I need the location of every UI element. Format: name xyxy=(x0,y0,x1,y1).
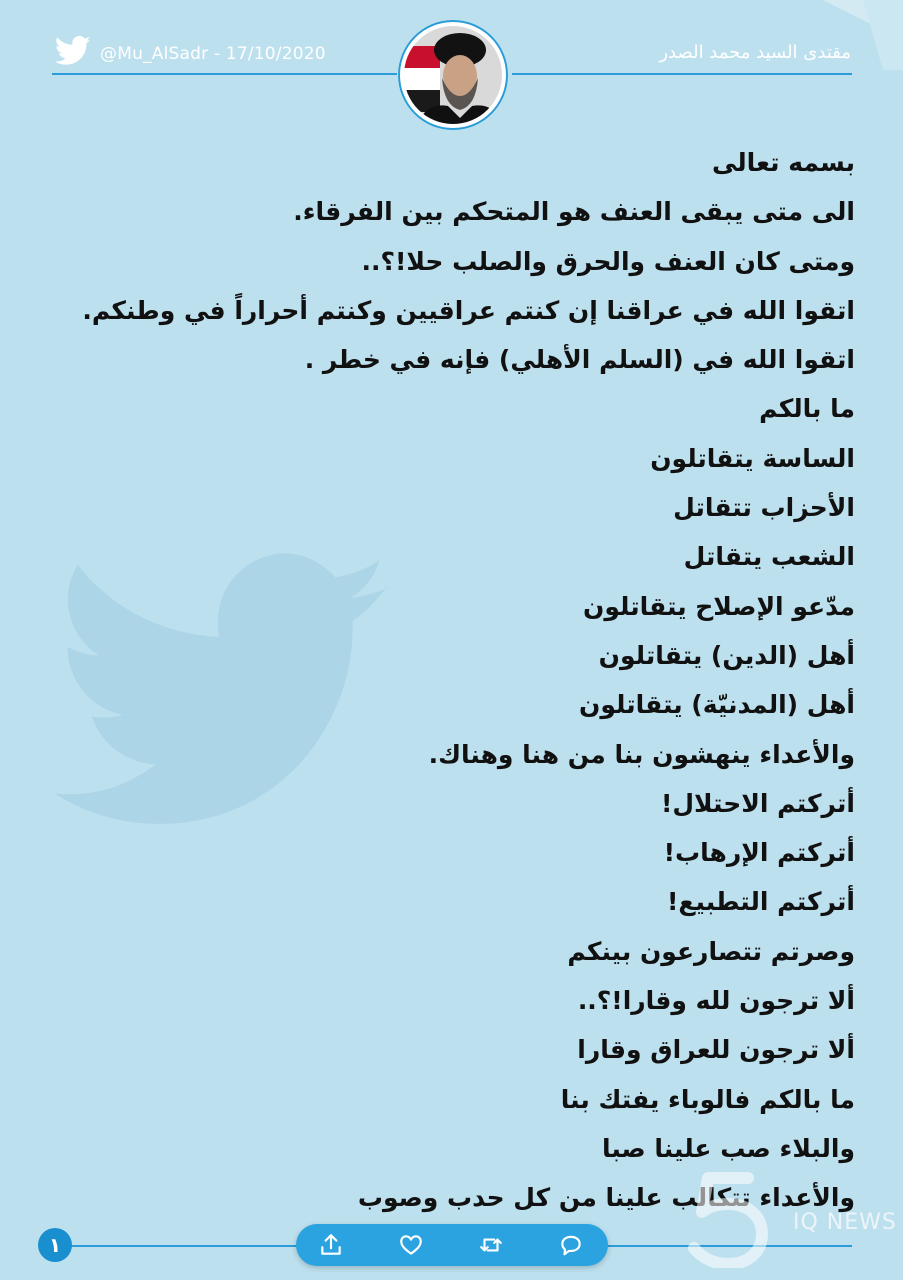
header-divider-right xyxy=(512,73,852,75)
like-heart-icon[interactable] xyxy=(398,1232,424,1258)
iq-news-logo-icon xyxy=(678,1168,788,1268)
tweet-line: والأعداء ينهشون بنا من هنا وهناك. xyxy=(428,739,855,769)
twitter-bird-icon xyxy=(55,36,91,66)
tweet-line: الى متى يبقى العنف هو المتحكم بين الفرقاء. xyxy=(293,197,855,227)
tweet-line: ومتى كان العنف والحرق والصلب حلا!؟.. xyxy=(361,246,855,276)
tweet-line: ما بالكم فالوباء يفتك بنا xyxy=(560,1084,855,1114)
user-handle-date[interactable]: @Mu_AlSadr - 17/10/2020 xyxy=(100,44,326,64)
tweet-actions-bar xyxy=(296,1224,608,1266)
tweet-line: ألا ترجون للعراق وقارا xyxy=(577,1035,855,1065)
tweet-line: وصرتم تتصارعون بينكم xyxy=(567,936,855,966)
avatar[interactable] xyxy=(398,20,508,130)
tweet-line: أتركتم التطبيع! xyxy=(667,887,855,917)
tweet-line: ما بالكم xyxy=(759,394,855,424)
reply-icon[interactable] xyxy=(558,1232,584,1258)
tweet-line: الساسة يتقاتلون xyxy=(650,443,855,473)
author-name[interactable]: مقتدى السيد محمد الصدر xyxy=(659,42,851,63)
watermark-text: IQ NEWS xyxy=(793,1210,897,1235)
retweet-icon[interactable] xyxy=(478,1232,504,1258)
tweet-line: أتركتم الإرهاب! xyxy=(663,838,855,868)
tweet-line: أهل (المدنيّة) يتقاتلون xyxy=(579,690,855,720)
tweet-line: والأعداء تتكالب علينا من كل حدب وصوب xyxy=(357,1183,855,1213)
tweet-line: الأحزاب تتقاتل xyxy=(673,493,855,523)
tweet-body xyxy=(55,138,855,1223)
tweet-line: بسمه تعالى xyxy=(711,148,855,177)
tweet-line: اتقوا الله في عراقنا إن كنتم عراقيين وكنتم أحراراً في وطنكم. xyxy=(82,295,855,325)
header-divider-left xyxy=(52,73,397,75)
page-number-badge: ١ xyxy=(38,1228,72,1262)
tweet-line: اتقوا الله في (السلم الأهلي) فإنه في خطر . xyxy=(304,345,855,375)
tweet-line: الشعب يتقاتل xyxy=(683,542,855,572)
tweet-line: مدّعو الإصلاح يتقاتلون xyxy=(583,591,855,621)
tweet-line: أهل (الدين) يتقاتلون xyxy=(598,640,855,670)
share-icon[interactable] xyxy=(318,1232,344,1258)
tweet-line: ألا ترجون لله وقارا!؟.. xyxy=(577,986,855,1016)
footer-divider-left xyxy=(60,1245,300,1247)
profile-photo xyxy=(404,26,502,124)
tweet-line: أتركتم الاحتلال! xyxy=(660,788,855,818)
tweet-line: والبلاء صب علينا صبا xyxy=(601,1133,855,1163)
